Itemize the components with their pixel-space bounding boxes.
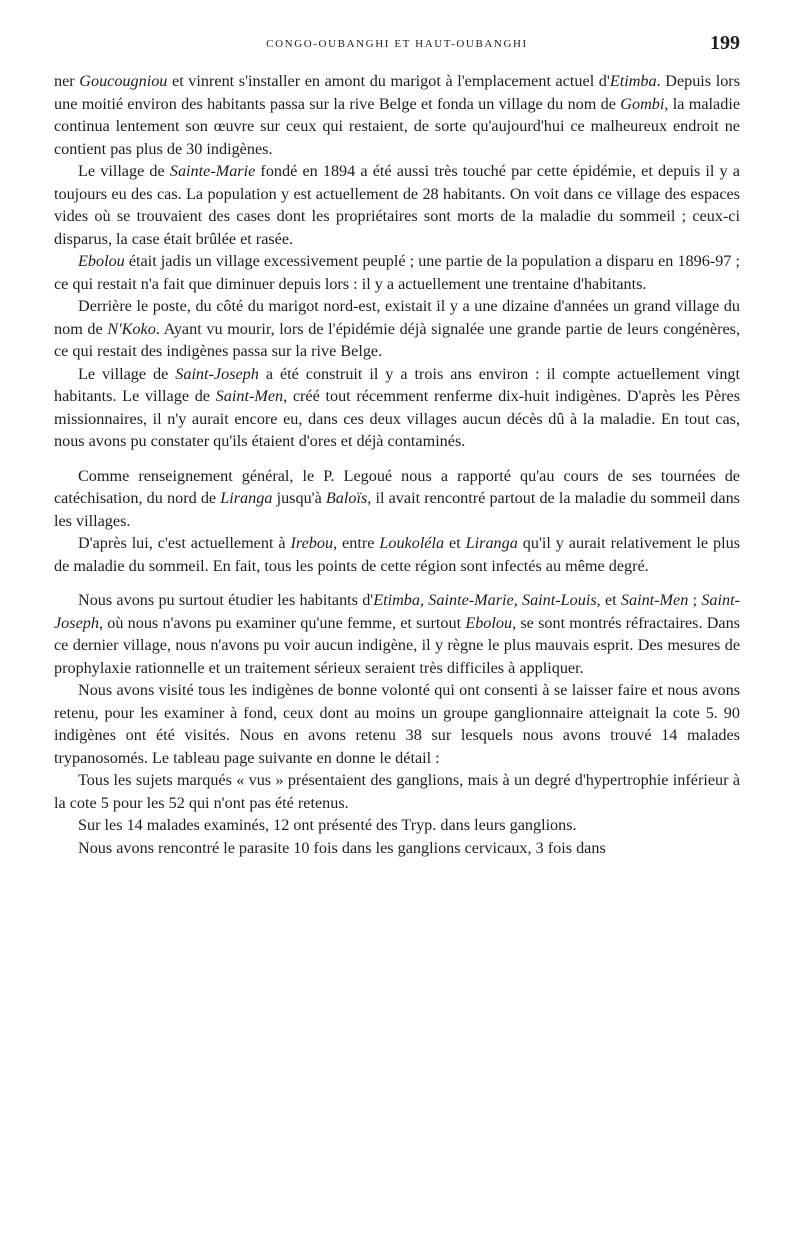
italic-run: Loukoléla [379,534,445,552]
paragraph [54,679,740,769]
text-run: , créé tout récemment renferme dix-huit indigènes. D'après les Pères missionnaires, il n'y aurait encore eu, dans ces deux villages aucun décès dû à la maladie. En tout cas, nous avons pu constater qu'ils étaient d'ores et déjà contaminés. [54,387,740,450]
text-run: a été construit il y a trois ans environ : il compte actuellement vingt habitants. Le village de [54,364,740,405]
text-run: , où nous n'avons pu examiner qu'une femme, et surtout [98,613,466,632]
italic-run: Saint-Men [620,591,689,609]
text-run: . Depuis lors une moitié environ des habitants passa sur la rive Belge et fonda un village du nom de [54,72,740,113]
paragraph [54,837,740,860]
text-run: Le village de [78,162,170,180]
text-run: Comme renseignement général, le P. Legoué nous a rapporté qu'au cours de ses tournées de catéchisation, du nord de [54,466,740,507]
text-run: et [444,534,466,552]
body-text [54,70,740,859]
italic-run: Saint-Men [215,387,284,405]
text-run: Derrière le poste, du côté du marigot nord-est, existait il y a une dizaine d'années un grand village du nom de [54,297,740,338]
paragraph [54,70,740,160]
paragraph [54,250,740,295]
italic-run: Liranga [220,489,273,507]
paragraph [54,532,740,577]
text-run: Nous avons rencontré le parasite 10 fois dans les ganglions cervicaux, 3 fois dans [78,838,606,857]
italic-run: Ebolou [78,252,125,270]
italic-run: Gombi [620,94,665,113]
text-run: . Ayant vu mourir, lors de l'épidémie déjà signalée une grande partie de leurs congénères, ce qui restait des indigènes passa sur la rive Belge. [54,319,740,360]
paragraph [54,769,740,814]
text-run: Nous avons visité tous les indigènes de bonne volonté qui ont consenti à se laisser faire et nous avons retenu, pour les examiner à fond, ceux dont au moins un groupe ganglionnaire atteignait la cote 5. 90 indigènes ont été visités. Nous en avons retenu 38 sur lesquels nous avons trouvé 14 malades trypanosomés. Le tableau page suivante en donne le détail : [54,681,740,767]
paragraph [54,160,740,250]
text-run: , la maladie continua lentement son œuvre sur ceux qui restaient, de sorte qu'aujourd'hui ce malheureux endroit ne contient pas plus de 30 indigènes. [54,94,740,158]
text-run: Nous avons pu surtout étudier les habitants d' [78,591,374,609]
paragraph [54,589,740,679]
paragraph [54,465,740,533]
italic-run: Saint-Joseph [175,364,259,383]
text-run: était jadis un village excessivement peuplé ; une partie de la population a disparu en 1896-97 ; ce qui restait n'a fait que diminuer depuis lors : il y a actuellement une trentaine d'habitants. [54,252,740,293]
italic-run: Liranga [465,534,518,552]
running-title: CONGO-OUBANGHI ET HAUT-OUBANGHI [266,38,528,50]
text-run: Sur les 14 malades examinés, 12 ont présenté des Tryp. dans leurs ganglions. [78,816,577,834]
text-run: qu'il y aurait relativement le plus de maladie du sommeil. En fait, tous les points de cette région sont infectés au même degré. [54,534,741,575]
page-header [54,32,740,62]
text-run: fondé en 1894 a été aussi très touché par cette épidémie, et depuis il y a toujours eu des cas. La population y est actuellement de 28 habitants. On voit dans ce village des espaces vides où se trouvaient des cases dont les propriétaires sont morts de la maladie du sommeil ; ceux-ci disparus, la case était brûlée et rasée. [54,162,740,248]
page-number: 199 [710,32,740,54]
italic-run: Goucougniou [79,72,168,90]
text-run: , et [596,591,621,609]
paragraph [54,363,740,453]
text-run: et vinrent s'installer en amont du marigot à l'emplacement actuel d' [167,72,610,90]
italic-run: Irebou [290,534,334,552]
text-run: Le village de [78,364,176,383]
paragraph [54,295,740,363]
italic-run: Sainte-Marie [169,162,256,180]
text-run: , entre [333,534,380,552]
italic-run: Ebolou [465,613,513,632]
italic-run: Etimba [609,72,657,90]
paragraph [54,814,740,837]
italic-run: Etimba, Sainte-Marie, Saint-Louis [373,591,597,609]
text-run: ner [54,72,80,90]
text-run: , se sont montrés réfractaires. Dans ce dernier village, nous n'avons pu voir aucun indigène, il y règne le plus mauvais esprit. Des mesures de prophylaxie rationnelle et un traitement sérieux seraient très difficiles à appliquer. [54,613,740,677]
text-run: , il avait rencontré partout de la maladie du sommeil dans les villages. [54,489,740,530]
italic-run: N'Koko [107,319,156,338]
text-run: ; [688,591,702,609]
italic-run: Saint-Joseph [54,591,740,632]
italic-run: Baloïs [325,489,368,507]
text-run: Tous les sujets marqués « vus » présentaient des ganglions, mais à un degré d'hypertrophie inférieur à la cote 5 pour les 52 qui n'ont pas été retenus. [54,771,740,812]
text-run: D'après lui, c'est actuellement à [78,534,291,552]
text-run: jusqu'à [272,489,326,507]
